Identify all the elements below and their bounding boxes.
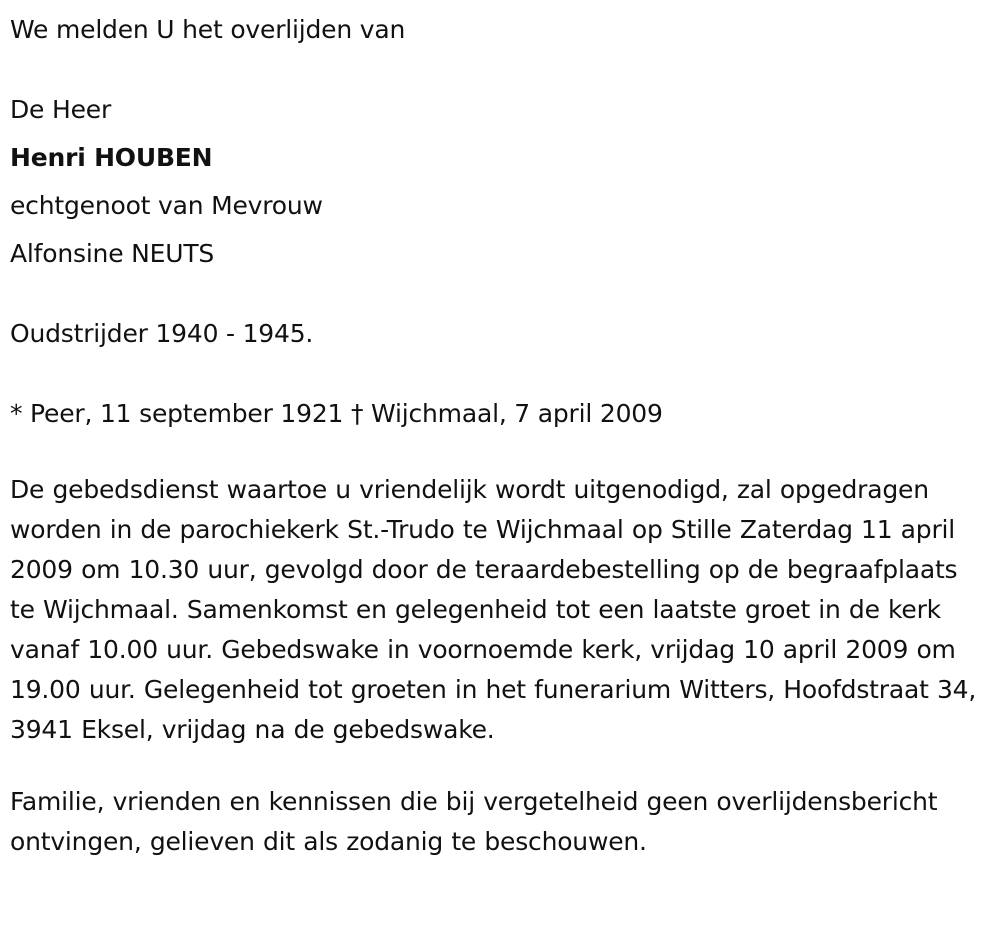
spacer bbox=[10, 358, 1000, 390]
spacer bbox=[10, 54, 1000, 86]
spacer bbox=[10, 278, 1000, 310]
closing-paragraph: Familie, vrienden en kennissen die bij vergetelheid geen overlijdensbericht ontvingen, gelieven dit als zodanig te beschouwen. bbox=[10, 787, 938, 856]
spouse-name: Alfonsine NEUTS bbox=[10, 239, 215, 268]
spouse-label: echtgenoot van Mevrouw bbox=[10, 191, 323, 220]
spacer bbox=[10, 750, 1000, 782]
birth-death-dates: * Peer, 11 september 1921 † Wijchmaal, 7 april 2009 bbox=[10, 399, 663, 428]
veteran-text: Oudstrijder 1940 - 1945. bbox=[10, 319, 314, 348]
spacer bbox=[10, 438, 1000, 470]
salutation: De Heer bbox=[10, 95, 112, 124]
deceased-name: Henri HOUBEN bbox=[10, 143, 213, 172]
service-paragraph: De gebedsdienst waartoe u vriendelijk wordt uitgenodigd, zal opgedragen worden in de parochiekerk St.-Trudo te Wijchmaal op Stille Zaterdag 11 april 2009 om 10.30 uur, gevolgd door de teraardebestelling op de begraafplaats te Wijchmaal. Samenkomst en gelegenheid tot een laatste groet in de kerk vanaf 10.00 uur. Gebedswake in voornoemde kerk, vrijdag 10 april 2009 om 19.00 uur. Gelegenheid tot groeten in het funerarium Witters, Hoofdstraat 34, 3941 Eksel, vrijdag na de gebedswake. bbox=[10, 475, 977, 744]
intro-text: We melden U het overlijden van bbox=[10, 15, 406, 44]
